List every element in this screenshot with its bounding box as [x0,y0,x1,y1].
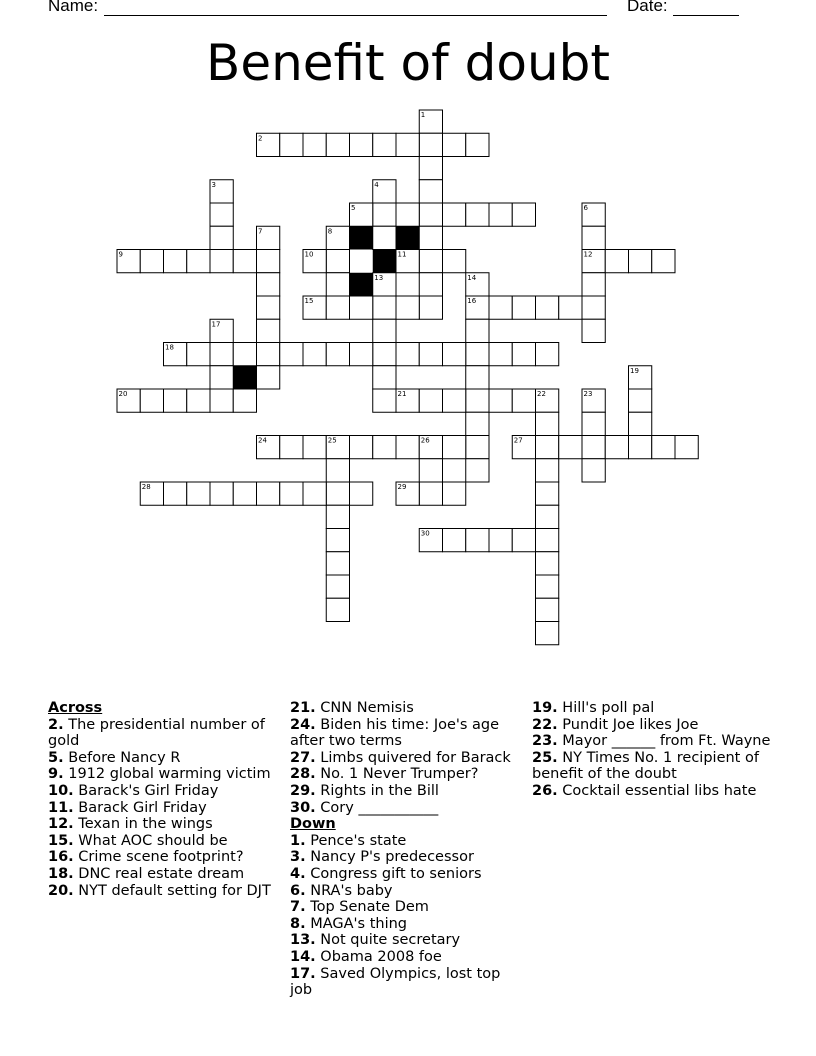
grid-cell[interactable] [512,296,535,319]
down-clue [532,733,772,750]
grid-cell[interactable] [210,366,233,389]
cell-number: 7 [258,227,263,236]
grid-cell[interactable] [443,203,466,226]
clue-number: 19. [532,700,558,716]
grid-cell[interactable] [419,250,442,273]
grid-cell[interactable] [419,343,442,366]
grid-cell[interactable] [536,343,559,366]
grid-cell[interactable] [419,226,442,249]
grid-cell[interactable] [140,389,163,412]
cell-number: 15 [304,297,314,305]
clue-number: 9. [48,766,64,783]
grid-cell[interactable] [303,133,326,156]
grid-cell[interactable] [652,436,675,459]
clue-text: CNN Nemisis [315,700,414,716]
clue-text: Mayor ______ from Ft. Wayne [557,733,771,750]
grid-cell[interactable] [629,389,652,412]
grid-cell[interactable] [512,343,535,366]
cell-number: 26 [420,436,430,445]
down-clue [290,899,518,916]
down-clue [290,932,518,949]
cell-number: 14 [467,273,477,282]
grid-cell[interactable] [443,343,466,366]
name-label: Name: [48,0,99,15]
grid-cell[interactable] [419,459,442,482]
clue-text: Crime scene footprint? [73,849,244,866]
across-clue [48,766,273,783]
cell-number: 25 [327,436,337,445]
clue-number: 12. [48,816,74,833]
grid-cell[interactable] [373,296,396,319]
grid-cell[interactable] [303,343,326,366]
grid-cell[interactable] [536,436,559,459]
grid-cell[interactable] [419,157,442,180]
grid-cell[interactable] [326,598,349,621]
grid-cell[interactable] [373,343,396,366]
clue-column-3 [532,700,772,800]
down-clue [532,700,772,717]
down-clue [290,866,518,883]
clue-number: 10. [48,782,74,799]
grid-cell[interactable] [373,319,396,342]
clue-text: Pence's state [305,832,407,849]
grid-cell[interactable] [326,482,349,505]
down-heading: Down [290,816,336,833]
grid-cell[interactable] [466,366,489,389]
grid-cell[interactable] [233,343,256,366]
grid-cell[interactable] [536,296,559,319]
clue-number: 21. [290,700,316,716]
cell-number: 29 [397,483,407,491]
clue-text: Cory ___________ [315,799,439,816]
across-clue [290,783,518,800]
clue-number: 7. [290,899,306,916]
date-label: Date: [627,0,668,15]
grid-cell[interactable] [419,203,442,226]
grid-cell[interactable] [164,389,187,412]
grid-cell[interactable] [443,529,466,552]
grid-cell[interactable] [396,296,419,319]
grid-cell[interactable] [536,575,559,598]
across-clue [290,717,518,750]
black-square [350,226,373,249]
cell-number: 2 [258,134,263,143]
clue-number: 5. [48,749,64,766]
cell-number: 6 [583,204,588,212]
down-clue [290,949,518,966]
grid-cell[interactable] [326,273,349,296]
grid-cell[interactable] [257,319,280,342]
clue-number: 26. [532,782,558,799]
grid-cell[interactable] [536,505,559,528]
clue-text: NYT default setting for DJT [73,882,271,899]
grid-cell[interactable] [489,529,512,552]
grid-cell[interactable] [280,343,303,366]
black-square [350,273,373,296]
grid-cell[interactable] [536,552,559,575]
cell-number: 28 [141,483,151,491]
clue-number: 24. [290,716,316,733]
grid-cell[interactable] [582,319,605,342]
clue-text: 1912 global warming victim [63,766,271,783]
clue-text: Before Nancy R [63,749,181,766]
clue-text: The presidential number of gold [48,716,265,750]
grid-cell[interactable] [326,552,349,575]
across-clue [48,849,273,866]
cell-number: 22 [537,390,546,398]
clue-text: Congress gift to seniors [305,865,482,882]
cell-number: 8 [327,227,333,236]
clue-text: Biden his time: Joe's age after two terms [290,716,500,750]
grid-cell[interactable] [257,482,280,505]
down-clue [532,750,772,783]
grid-cell[interactable] [419,273,442,296]
grid-cell[interactable] [443,250,466,273]
grid-cell[interactable] [210,250,233,273]
cell-number: 10 [304,250,314,259]
grid-cell[interactable] [582,296,605,319]
grid-cell[interactable] [489,296,512,319]
grid-cell[interactable] [466,529,489,552]
clue-text: Saved Olympics, lost top job [290,965,501,999]
grid-cell[interactable] [257,296,280,319]
clue-number: 17. [290,965,316,982]
grid-cell[interactable] [582,273,605,296]
grid-cell[interactable] [396,203,419,226]
clue-column-2 [290,700,518,999]
grid-cell[interactable] [466,389,489,412]
cell-number: 17 [211,320,221,329]
cell-number: 3 [211,180,216,189]
grid-cell[interactable] [187,343,210,366]
grid-cell[interactable] [303,482,326,505]
grid-cell[interactable] [536,529,559,552]
clue-text: NRA's baby [305,882,393,899]
grid-cell[interactable] [280,133,303,156]
grid-cell[interactable] [536,622,559,645]
clue-text: MAGA's thing [305,915,407,932]
clue-text: Hill's poll pal [557,700,655,716]
grid-cell[interactable] [582,436,605,459]
grid-cell[interactable] [629,250,652,273]
clue-number: 27. [290,749,316,766]
cell-number: 20 [118,390,128,398]
grid-cell[interactable] [187,482,210,505]
grid-cell[interactable] [326,133,349,156]
grid-cell[interactable] [466,203,489,226]
down-clue [290,916,518,933]
grid-cell[interactable] [350,343,373,366]
across-heading: Across [48,700,103,716]
grid-cell[interactable] [536,412,559,435]
clue-text: Top Senate Dem [305,899,429,916]
clue-number: 15. [48,832,74,849]
grid-cell[interactable] [443,389,466,412]
grid-cell[interactable] [233,250,256,273]
grid-cell[interactable] [512,203,535,226]
grid-cell[interactable] [326,296,349,319]
across-clue [290,750,518,767]
cell-number: 19 [630,366,639,375]
grid-cell[interactable] [629,436,652,459]
across-clue [290,700,518,717]
grid-cell[interactable] [629,412,652,435]
cell-number: 27 [513,436,523,445]
down-clue [290,966,518,999]
clue-number: 30. [290,799,316,816]
grid-cell[interactable] [164,250,187,273]
cell-number: 11 [397,250,407,259]
grid-cell[interactable] [257,343,280,366]
grid-cell[interactable] [443,436,466,459]
grid-cell[interactable] [280,436,303,459]
clue-number: 23. [532,733,558,750]
grid-cell[interactable] [350,482,373,505]
grid-cell[interactable] [536,598,559,621]
grid-cell[interactable] [373,436,396,459]
grid-cell[interactable] [257,366,280,389]
cell-number: 4 [374,180,379,189]
across-clue [48,783,273,800]
grid-cell[interactable] [210,203,233,226]
grid-cell[interactable] [257,250,280,273]
cell-number: 30 [420,529,430,538]
clue-number: 4. [290,865,306,882]
clue-text: Texan in the wings [73,816,213,833]
grid-cell[interactable] [443,133,466,156]
across-clue [290,766,518,783]
black-square [233,366,256,389]
grid-cell[interactable] [210,389,233,412]
clue-text: Limbs quivered for Barack [315,749,511,766]
down-clue [290,833,518,850]
grid-cell[interactable] [512,389,535,412]
cell-number: 16 [467,297,477,305]
cell-number: 9 [118,250,123,259]
down-clue [290,883,518,900]
cell-number: 21 [397,390,407,398]
clue-text: Cocktail essential libs hate [557,782,757,799]
grid-cell[interactable] [326,343,349,366]
clue-number: 14. [290,948,316,965]
grid-cell[interactable] [326,250,349,273]
grid-cell[interactable] [257,273,280,296]
grid-cell[interactable] [582,459,605,482]
across-clue [48,800,273,817]
grid-cell[interactable] [326,529,349,552]
grid-cell[interactable] [466,133,489,156]
grid-cell[interactable] [419,482,442,505]
grid-cell[interactable] [559,296,582,319]
grid-cell[interactable] [582,412,605,435]
across-clue [48,833,273,850]
clue-text: Rights in the Bill [315,782,439,799]
grid-cell[interactable] [466,412,489,435]
grid-cell[interactable] [210,343,233,366]
grid-cell[interactable] [419,389,442,412]
grid-cell[interactable] [582,226,605,249]
grid-cell[interactable] [350,296,373,319]
grid-cell[interactable] [373,389,396,412]
clue-text: Nancy P's predecessor [305,849,474,866]
grid-cell[interactable] [536,459,559,482]
grid-cell[interactable] [466,436,489,459]
across-clue [48,717,273,750]
grid-cell[interactable] [396,343,419,366]
cell-number: 18 [165,343,174,352]
grid-cell[interactable] [326,505,349,528]
grid-cell[interactable] [233,482,256,505]
grid-cell[interactable] [303,436,326,459]
grid-cell[interactable] [466,343,489,366]
across-clue [48,816,273,833]
grid-cell[interactable] [326,575,349,598]
grid-cell[interactable] [605,250,628,273]
clue-number: 22. [532,716,558,733]
across-clue [48,883,273,900]
across-clue [290,800,518,817]
grid-cell[interactable] [233,389,256,412]
grid-cell[interactable] [350,133,373,156]
grid-cell[interactable] [280,482,303,505]
clue-text: Pundit Joe likes Joe [557,716,699,733]
black-square [396,226,419,249]
clue-number: 16. [48,849,74,866]
cell-number: 1 [420,111,426,119]
grid-cell[interactable] [210,226,233,249]
grid-cell[interactable] [210,482,233,505]
across-clue [48,866,273,883]
clue-number: 18. [48,865,74,882]
clue-column-1 [48,700,273,899]
grid-cell[interactable] [373,366,396,389]
grid-cell[interactable] [164,482,187,505]
grid-cell[interactable] [652,250,675,273]
grid-cell[interactable] [489,343,512,366]
grid-cell[interactable] [466,319,489,342]
clue-text: No. 1 Never Trumper? [315,766,479,783]
cell-number: 13 [374,273,384,282]
clue-number: 20. [48,882,74,899]
clue-text: NY Times No. 1 recipient of benefit of the doubt [532,749,759,783]
clue-number: 8. [290,915,306,932]
grid-cell[interactable] [419,180,442,203]
grid-cell[interactable] [396,133,419,156]
grid-cell[interactable] [536,482,559,505]
grid-cell[interactable] [140,250,163,273]
cell-number: 23 [583,390,593,398]
down-clue [290,849,518,866]
grid-cell[interactable] [489,203,512,226]
grid-cell[interactable] [443,482,466,505]
across-clue [48,750,273,767]
cell-number: 5 [351,204,356,212]
down-clue [532,717,772,734]
grid-cell[interactable] [675,436,698,459]
down-clue [532,783,772,800]
cell-number: 24 [258,436,267,445]
grid-cell[interactable] [326,459,349,482]
clue-number: 2. [48,716,64,733]
clue-number: 1. [290,832,306,849]
clue-text: Not quite secretary [315,932,461,949]
grid-cell[interactable] [373,226,396,249]
grid-cell[interactable] [373,133,396,156]
clue-number: 13. [290,932,316,949]
cell-number: 12 [583,250,593,259]
grid-cell[interactable] [396,436,419,459]
clue-text: Barack Girl Friday [73,799,207,816]
grid-cell[interactable] [373,203,396,226]
puzzle-title: Benefit of doubt [206,34,610,92]
grid-cell[interactable] [466,459,489,482]
grid-cell[interactable] [419,296,442,319]
grid-cell[interactable] [605,436,628,459]
clue-text: Obama 2008 foe [315,948,442,965]
clue-number: 25. [532,749,558,766]
clue-number: 6. [290,882,306,899]
clue-text: What AOC should be [73,832,228,849]
clue-number: 28. [290,766,316,783]
black-square [373,250,396,273]
grid-cell[interactable] [559,436,582,459]
clue-number: 29. [290,782,316,799]
grid-cell[interactable] [350,436,373,459]
clue-number: 3. [290,849,306,866]
grid-cell[interactable] [489,389,512,412]
clue-text: DNC real estate dream [73,865,245,882]
grid-cell[interactable] [512,529,535,552]
clue-number: 11. [48,799,74,816]
grid-cell[interactable] [187,389,210,412]
grid-cell[interactable] [187,250,210,273]
clue-text: Barack's Girl Friday [73,782,219,799]
grid-cell[interactable] [419,133,442,156]
